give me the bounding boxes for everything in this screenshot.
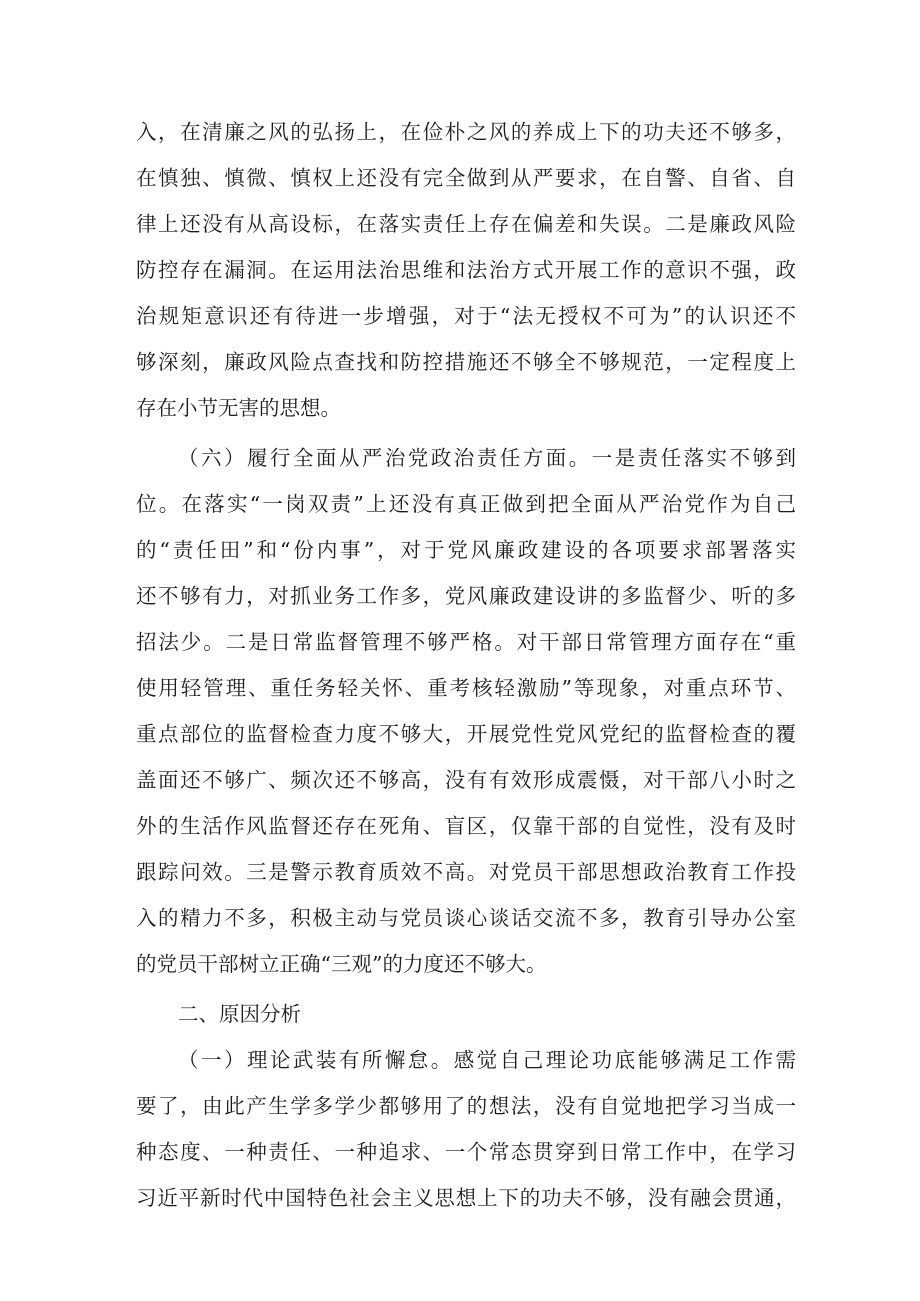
text-line: 入，在清廉之风的弘扬上，在俭朴之风的养成上下的功夫还不够多， — [136, 120, 796, 144]
section-heading: 二、原因分析 — [178, 1002, 301, 1026]
text-line: 的党员干部树立正确“三观”的力度还不够大。 — [136, 952, 547, 976]
text-line: 律上还没有从高设标，在落实责任上存在偏差和失误。二是廉政风险 — [136, 212, 796, 236]
text-line: （六）履行全面从严治党政治责任方面。一是责任落实不够到 — [178, 446, 796, 470]
text-line: 存在小节无害的思想。 — [136, 396, 341, 420]
text-line: （一）理论武装有所懈怠。感觉自己理论功底能够满足工作需 — [178, 1048, 796, 1072]
text-line: 外的生活作风监督还存在死角、盲区，仅靠干部的自觉性，没有及时 — [136, 814, 796, 838]
text-line: 招法少。二是日常监督管理不够严格。对干部日常管理方面存在“重 — [136, 630, 796, 654]
text-line: 跟踪问效。三是警示教育质效不高。对党员干部思想政治教育工作投 — [136, 860, 796, 884]
text-line: 的“责任田”和“份内事”，对于党风廉政建设的各项要求部署落实 — [136, 538, 796, 562]
text-line: 使用轻管理、重任务轻关怀、重考核轻激励”等现象，对重点环节、 — [136, 676, 796, 700]
text-line: 重点部位的监督检查力度不够大，开展党性党风党纪的监督检查的覆 — [136, 722, 796, 746]
text-line: 防控存在漏洞。在运用法治思维和法治方式开展工作的意识不强，政 — [136, 258, 796, 282]
text-line: 习近平新时代中国特色社会主义思想上下的功夫不够，没有融会贯通， — [136, 1186, 796, 1210]
text-line: 在慎独、慎微、慎权上还没有完全做到从严要求，在自警、自省、自 — [136, 166, 796, 190]
text-line: 要了，由此产生学多学少都够用了的想法，没有自觉地把学习当成一 — [136, 1094, 796, 1118]
text-line: 位。在落实“一岗双责”上还没有真正做到把全面从严治党作为自己 — [136, 492, 796, 516]
text-line: 还不够有力，对抓业务工作多，党风廉政建设讲的多监督少、听的多 — [136, 584, 796, 608]
text-line: 够深刻，廉政风险点查找和防控措施还不够全不够规范，一定程度上 — [136, 350, 796, 374]
text-line: 治规矩意识还有待进一步增强，对于“法无授权不可为”的认识还不 — [136, 304, 796, 328]
text-line: 入的精力不多，积极主动与党员谈心谈话交流不多，教育引导办公室 — [136, 906, 796, 930]
text-line: 种态度、一种责任、一种追求、一个常态贯穿到日常工作中，在学习 — [136, 1140, 796, 1164]
text-line: 盖面还不够广、频次还不够高，没有有效形成震慑，对干部八小时之 — [136, 768, 796, 792]
